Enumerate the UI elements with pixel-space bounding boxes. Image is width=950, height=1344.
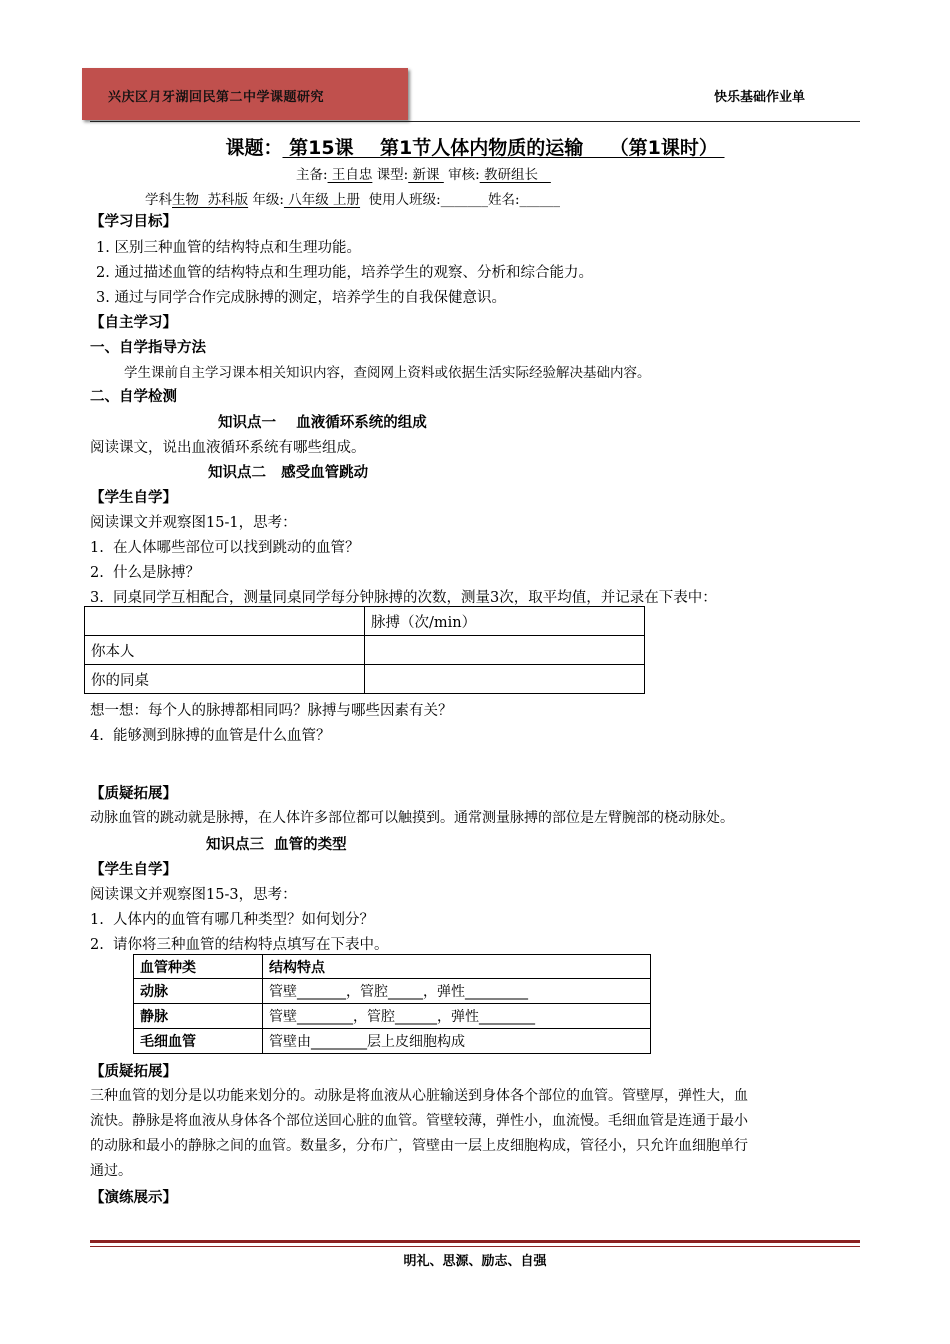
school-name: 兴庆区月牙湖回民第二中学课题研究 [108,90,325,105]
meta-name-label: 姓名: [487,192,520,208]
kp3-title: 知识点三 血管的类型 [206,837,347,853]
kp3-practice-heading: 【演练展示】 [90,1190,177,1206]
meta-grade-label: 年级: [252,192,284,208]
table-row [85,665,645,694]
kp2-q3: 3. 同桌同学互相配合，测量同桌同学每分钟脉搏的次数，测量3次，取平均值，并记录在下表中： [90,590,717,606]
meta-line-1 [296,163,551,183]
footer-divider-thin [90,1246,860,1247]
doc-type: 快乐基础作业单 [714,90,806,105]
table-row [134,1029,651,1054]
goals-heading: 【学习目标】 [90,214,177,230]
table-row [134,979,651,1004]
header-divider [90,121,860,122]
title-prefix: 课题： [225,137,283,159]
table-row [85,636,645,665]
vessel-type-label: 毛细血管 [134,1029,263,1054]
pulse-header-unit: 脉搏（次/min） [365,607,645,636]
pulse-row-value[interactable] [365,636,645,665]
self-study-sub1: 一、自学指导方法 [90,340,206,356]
goal-item: 1. 区别三种血管的结构特点和生理功能。 [96,240,361,256]
meta-author: 王自忠 [327,167,373,183]
table-row [134,1004,651,1029]
pulse-row-value[interactable] [365,665,645,694]
kp2-q2: 2. 什么是脉搏？ [90,565,201,581]
pulse-row-label: 你的同桌 [85,665,365,694]
meta-subject-label: 学科 [145,192,172,208]
kp2-ext-text: 动脉血管的跳动就是脉搏，在人体许多部位都可以触摸到。通常测量脉搏的部位是左臂腕部的桡动脉处。 [90,810,734,826]
self-study-sub2: 二、自学检测 [90,389,177,405]
kp2-title: 知识点二 感受血管跳动 [208,465,369,481]
vessel-feature-blank[interactable]: 管壁_______，管腔_____，弹性_________ [263,979,651,1004]
kp3-ext-heading: 【质疑拓展】 [90,1064,177,1080]
vessel-table-header [134,955,651,979]
self-study-heading: 【自主学习】 [90,315,177,331]
footer-motto: 明礼、思源、励志、自强 [403,1254,547,1269]
kp3-q1: 1. 人体内的血管有哪几种类型？如何划分？ [90,912,375,928]
pulse-header-blank [85,607,365,636]
meta-type: 新课 [408,167,444,183]
self-study-sub1-text: 学生课前自主学习课本相关知识内容，查阅网上资料或依据生活实际经验解决基础内容。 [124,365,651,381]
meta-name-blank: ______ [519,192,561,208]
kp3-ext-line: 三种血管的划分是以功能来划分的。动脉是将血液从心脏输送到身体各个部位的血管。管壁厚，弹性大，血 [90,1088,748,1104]
meta-author-label: 主备: [296,167,328,183]
kp2-think: 想一想：每个人的脉搏都相同吗？脉搏与哪些因素有关？ [90,703,453,719]
vessel-type-label: 动脉 [134,979,263,1004]
meta-class-label: 使用人班级: [368,192,441,208]
kp2-q1: 1. 在人体哪些部位可以找到跳动的血管？ [90,540,360,556]
vessel-feature-blank[interactable]: 管壁________，管腔______，弹性________ [263,1004,651,1029]
meta-class-blank: _______ [440,192,488,208]
vessel-type-label: 静脉 [134,1004,263,1029]
meta-line-2 [145,188,560,208]
meta-review: 教研组长 [479,167,551,183]
pulse-table [84,606,645,694]
vessel-header-type: 血管种类 [134,955,263,979]
kp3-ext-line: 通过。 [90,1163,132,1179]
vessel-feature-blank[interactable]: 管壁由________层上皮细胞构成 [263,1029,651,1054]
kp2-study-heading: 【学生自学】 [90,490,177,506]
goal-item: 2. 通过描述血管的结构特点和生理功能，培养学生的观察、分析和综合能力。 [96,265,593,281]
kp1-title: 知识点一 血液循环系统的组成 [218,415,427,431]
meta-grade: 八年级 上册 [283,192,361,208]
kp2-q4: 4. 能够测到脉搏的血管是什么血管？ [90,728,331,744]
goal-item: 3. 通过与同学合作完成脉搏的测定，培养学生的自我保健意识。 [96,290,506,306]
footer-divider-thick [90,1240,860,1243]
kp3-ext-line: 流快。静脉是将血液从身体各个部位送回心脏的血管。管壁较薄，弹性小，血流慢。毛细血管是连通于最小 [90,1113,748,1129]
kp3-intro: 阅读课文并观察图15-3，思考： [90,887,297,903]
meta-type-label: 课型: [376,167,409,183]
meta-subject: 生物 苏科版 [172,192,249,208]
pulse-table-header [85,607,645,636]
kp2-intro: 阅读课文并观察图15-1，思考： [90,515,297,531]
kp3-q2: 2. 请你将三种血管的结构特点填写在下表中。 [90,937,389,953]
pulse-row-label: 你本人 [85,636,365,665]
vessel-table [133,954,651,1054]
page-title [0,133,950,160]
vessel-header-features: 结构特点 [263,955,651,979]
kp2-ext-heading: 【质疑拓展】 [90,786,177,802]
kp1-text: 阅读课文，说出血液循环系统有哪些组成。 [90,440,366,456]
kp3-ext-line: 的动脉和最小的静脉之间的血管。数量多，分布广，管壁由一层上皮细胞构成，管径小，只允许血细胞单行 [90,1138,748,1154]
meta-review-label: 审核: [448,167,480,183]
kp3-study-heading: 【学生自学】 [90,862,177,878]
title-lesson: 第15课 第1节人体内物质的运输 （第1课时） [282,137,725,159]
